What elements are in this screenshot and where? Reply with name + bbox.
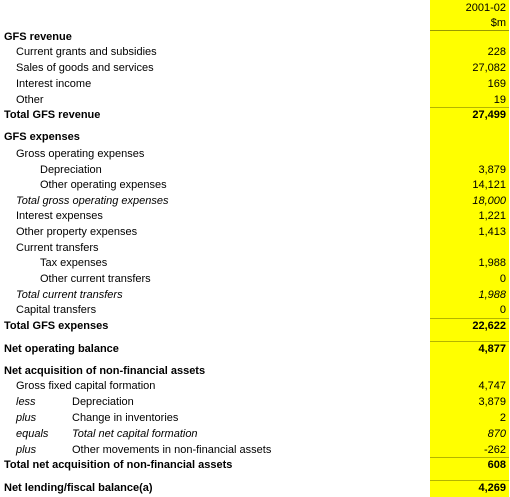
row-label: Interest income <box>16 78 92 90</box>
total-separator <box>430 480 509 481</box>
operator-label: plus <box>16 412 37 424</box>
table-row <box>0 303 510 318</box>
table-row <box>0 77 510 92</box>
row-label: GFS revenue <box>4 31 72 43</box>
row-value: 14,121 <box>472 179 506 191</box>
row-value: -262 <box>483 444 506 456</box>
row-value: 870 <box>487 428 506 440</box>
row-label: Other operating expenses <box>40 179 167 191</box>
total-separator <box>430 341 509 342</box>
table-row <box>0 108 510 123</box>
row-value: 1,413 <box>478 226 506 238</box>
row-label: Other <box>16 94 44 106</box>
table-row <box>0 458 510 473</box>
row-label: Total current transfers <box>16 289 123 301</box>
row-label: Total GFS expenses <box>4 320 109 332</box>
table-row <box>0 288 510 303</box>
table-row <box>0 163 510 178</box>
row-label: Interest expenses <box>16 210 103 222</box>
row-label: Depreciation <box>40 164 102 176</box>
table-row <box>0 319 510 334</box>
table-row <box>0 256 510 271</box>
table-row <box>0 61 510 76</box>
row-label: Capital transfers <box>16 304 97 316</box>
row-value: 27,082 <box>472 62 506 74</box>
row-label: Other property expenses <box>16 226 138 238</box>
table-row <box>0 272 510 287</box>
row-label: Gross operating expenses <box>16 148 145 160</box>
table-row <box>0 209 510 224</box>
row-label: Net acquisition of non-financial assets <box>4 365 206 377</box>
year-header: 2001-02 <box>465 2 506 14</box>
row-label: Sales of goods and services <box>16 62 154 74</box>
table-row <box>0 411 510 426</box>
row-value: 27,499 <box>472 109 506 121</box>
row-value: 18,000 <box>472 195 506 207</box>
operator-label: equals <box>16 428 49 440</box>
table-row <box>0 30 510 45</box>
row-value: 22,622 <box>472 320 506 332</box>
row-value: 169 <box>487 78 506 90</box>
table-row <box>0 225 510 240</box>
row-value: 1,988 <box>478 289 506 301</box>
row-value: 1,221 <box>478 210 506 222</box>
row-label: Depreciation <box>72 396 134 408</box>
table-row <box>0 395 510 410</box>
row-value: 0 <box>499 273 506 285</box>
row-label: Tax expenses <box>40 257 108 269</box>
row-label: Other movements in non-financial assets <box>72 444 272 456</box>
row-label: Gross fixed capital formation <box>16 380 156 392</box>
table-row <box>0 427 510 442</box>
row-label: Total net acquisition of non-financial assets <box>4 459 233 471</box>
table-row <box>0 194 510 209</box>
row-label: Total net capital formation <box>72 428 198 440</box>
row-label: GFS expenses <box>4 131 80 143</box>
table-row <box>0 241 510 256</box>
row-label: Net lending/fiscal balance(a) <box>4 482 153 494</box>
table-row <box>0 45 510 60</box>
operator-label: less <box>16 396 36 408</box>
row-value: 4,877 <box>478 343 506 355</box>
table-row <box>0 130 510 145</box>
table-row <box>0 178 510 193</box>
total-separator <box>430 318 509 319</box>
row-label: Net operating balance <box>4 343 119 355</box>
unit-header: $m <box>490 17 506 29</box>
table-row <box>0 481 510 496</box>
row-value: 3,879 <box>478 396 506 408</box>
row-label: Total gross operating expenses <box>16 195 169 207</box>
row-label: Current transfers <box>16 242 99 254</box>
table-row <box>0 443 510 458</box>
row-label: Other current transfers <box>40 273 151 285</box>
table-row <box>0 379 510 394</box>
row-label: Current grants and subsidies <box>16 46 157 58</box>
row-value: 3,879 <box>478 164 506 176</box>
total-separator <box>430 107 509 108</box>
row-value: 4,747 <box>478 380 506 392</box>
table-row <box>0 93 510 108</box>
operator-label: plus <box>16 444 37 456</box>
table-row <box>0 342 510 357</box>
table-row <box>0 147 510 162</box>
row-value: 0 <box>499 304 506 316</box>
row-label: Total GFS revenue <box>4 109 101 121</box>
row-value: 1,988 <box>478 257 506 269</box>
row-value: 2 <box>499 412 506 424</box>
table-row <box>0 364 510 379</box>
row-value: 4,269 <box>478 482 506 494</box>
row-value: 228 <box>487 46 506 58</box>
row-value: 19 <box>493 94 506 106</box>
row-value: 608 <box>487 459 506 471</box>
row-label: Change in inventories <box>72 412 179 424</box>
total-separator <box>430 457 509 458</box>
